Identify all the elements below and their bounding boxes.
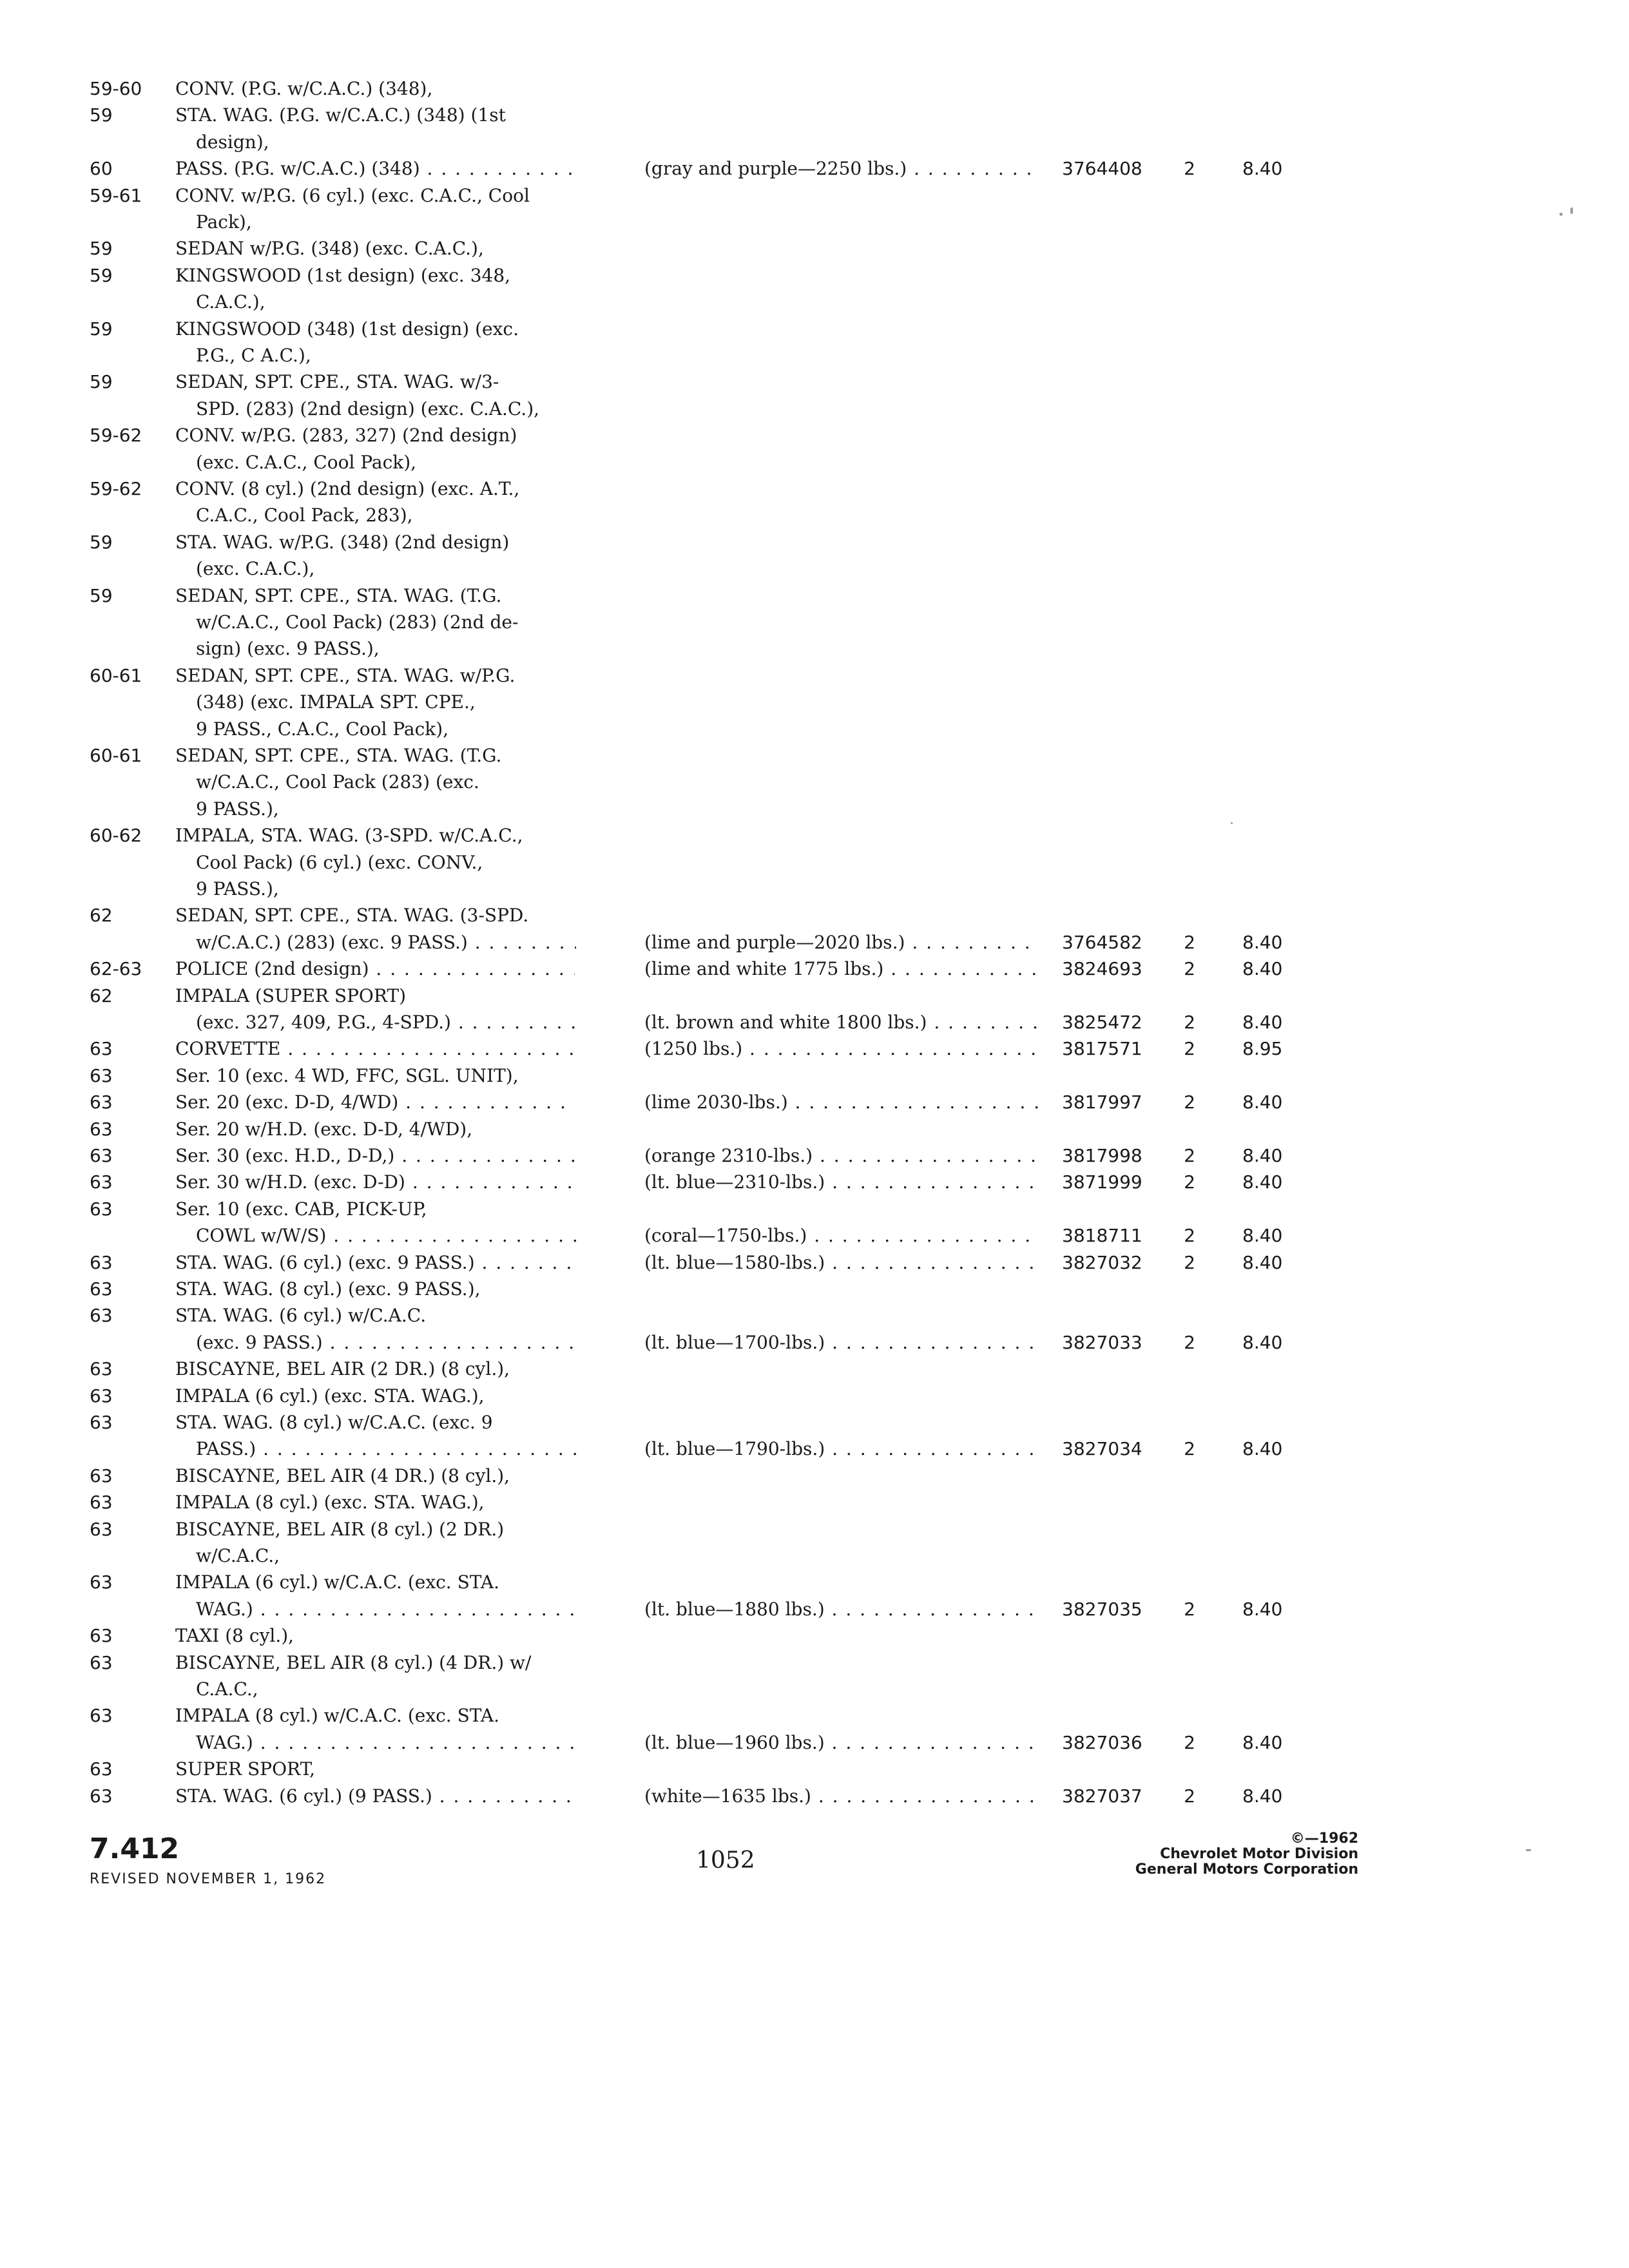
price: 8.40: [1242, 1091, 1283, 1113]
catalog-row: [0, 983, 1629, 1012]
model-description: KINGSWOOD (1st design) (exc. 348,: [175, 265, 511, 286]
model-description: SEDAN w/P.G. (348) (exc. C.A.C.),: [175, 238, 484, 259]
catalog-row: [0, 102, 1629, 131]
part-number: 3824693: [1062, 958, 1142, 979]
catalog-row: [0, 1196, 1629, 1225]
model-description: IMPALA (6 cyl.) (exc. STA. WAG.),: [175, 1385, 485, 1407]
price: 8.40: [1242, 1225, 1283, 1246]
model-description: Cool Pack) (6 cyl.) (exc. CONV.,: [196, 852, 483, 873]
model-description: CONV. w/P.G. (6 cyl.) (exc. C.A.C., Cool: [175, 185, 530, 206]
model-year: 59: [90, 238, 113, 259]
catalog-row: [0, 1117, 1629, 1145]
catalog-row: [0, 956, 1629, 985]
scan-speck: [1559, 213, 1563, 216]
model-description: 9 PASS.),: [196, 798, 279, 820]
model-year: 63: [90, 1465, 113, 1486]
part-number: 3827033: [1062, 1332, 1142, 1353]
model-year: 59-62: [90, 478, 142, 499]
division-name: Chevrolet Motor Division: [1160, 1846, 1358, 1862]
quantity: 2: [1184, 1091, 1195, 1113]
catalog-row: [0, 1703, 1629, 1731]
catalog-row: [0, 1143, 1629, 1171]
model-description: PASS.) . . .: [196, 1436, 576, 1462]
model-year: 63: [90, 1358, 113, 1379]
model-description: Ser. 10 (exc. CAB, PICK-UP,: [175, 1198, 427, 1220]
model-description: IMPALA (SUPER SPORT): [175, 985, 407, 1006]
quantity: 2: [1184, 1252, 1195, 1273]
catalog-row: [0, 1463, 1629, 1492]
catalog-row: [0, 1063, 1629, 1091]
catalog-row: [0, 450, 1629, 478]
catalog-row: [0, 343, 1629, 371]
catalog-row: [0, 316, 1629, 345]
model-description: STA. WAG. (P.G. w/C.A.C.) (348) (1st: [175, 104, 506, 126]
catalog-row: [0, 1517, 1629, 1545]
quantity: 2: [1184, 1171, 1195, 1193]
model-year: 63: [90, 1705, 113, 1726]
model-year: 63: [90, 1652, 113, 1673]
model-description: Ser. 20 w/H.D. (exc. D-D, 4/WD),: [175, 1119, 473, 1140]
catalog-row: [0, 1383, 1629, 1412]
spring-spec: (lt. brown and white 1800 lbs.) . . .: [644, 1010, 1039, 1035]
model-year: 60-61: [90, 665, 142, 686]
spring-spec: (lt. blue—1960 lbs.) . . .: [644, 1730, 1039, 1756]
price: 8.40: [1242, 1438, 1283, 1459]
model-description: (exc. C.A.C., Cool Pack),: [196, 452, 417, 473]
quantity: 2: [1184, 1785, 1195, 1807]
model-year: 59: [90, 371, 113, 392]
catalog-row: [0, 1597, 1629, 1625]
catalog-row: [0, 689, 1629, 718]
model-year: 59: [90, 265, 113, 286]
catalog-row: [0, 583, 1629, 611]
model-description: C.A.C., Cool Pack, 283),: [196, 505, 413, 526]
spring-spec: (lime and white 1775 lbs.) . . .: [644, 956, 1039, 982]
model-description: C.A.C.,: [196, 1678, 258, 1700]
catalog-row: [0, 423, 1629, 451]
model-year: 63: [90, 1278, 113, 1300]
catalog-row: [0, 743, 1629, 771]
catalog-row: [0, 769, 1629, 798]
model-year: 62: [90, 985, 113, 1006]
model-description: STA. WAG. (8 cyl.) w/C.A.C. (exc. 9: [175, 1412, 493, 1433]
price: 8.40: [1242, 158, 1283, 179]
price: 8.40: [1242, 1145, 1283, 1166]
catalog-row: [0, 503, 1629, 531]
spring-spec: (lt. blue—1880 lbs.) . . .: [644, 1597, 1039, 1622]
quantity: 2: [1184, 932, 1195, 953]
catalog-row: [0, 1543, 1629, 1571]
catalog-row: [0, 476, 1629, 505]
spring-spec: (lt. blue—1790-lbs.) . . .: [644, 1436, 1039, 1462]
model-description: WAG.) . . .: [196, 1730, 576, 1756]
model-description: Ser. 30 w/H.D. (exc. D-D) . . .: [175, 1169, 575, 1195]
catalog-row: [0, 209, 1629, 238]
model-description: SEDAN, SPT. CPE., STA. WAG. w/P.G.: [175, 665, 516, 686]
catalog-row: [0, 796, 1629, 825]
price: 8.40: [1242, 932, 1283, 953]
part-number: 3827036: [1062, 1732, 1142, 1753]
quantity: 2: [1184, 958, 1195, 979]
quantity: 2: [1184, 1599, 1195, 1620]
price: 8.40: [1242, 1599, 1283, 1620]
model-year: 59: [90, 318, 113, 340]
model-year: 60-62: [90, 825, 142, 846]
model-year: 60-61: [90, 745, 142, 766]
model-year: 59: [90, 532, 113, 553]
model-description: (348) (exc. IMPALA SPT. CPE.,: [196, 691, 476, 713]
catalog-row: [0, 716, 1629, 745]
model-description: SPD. (283) (2nd design) (exc. C.A.C.),: [196, 398, 540, 419]
scan-speck: [1231, 822, 1233, 824]
model-year: 59-62: [90, 425, 142, 446]
model-year: 59-60: [90, 78, 142, 99]
catalog-row: [0, 130, 1629, 158]
catalog-row: [0, 1756, 1629, 1785]
price: 8.95: [1242, 1038, 1283, 1059]
model-description: BISCAYNE, BEL AIR (2 DR.) (8 cyl.),: [175, 1358, 510, 1379]
catalog-row: [0, 396, 1629, 425]
quantity: 2: [1184, 1012, 1195, 1033]
model-description: SEDAN, SPT. CPE., STA. WAG. (3-SPD.: [175, 905, 529, 926]
spring-spec: (lime and purple—2020 lbs.) . . .: [644, 930, 1039, 956]
price: 8.40: [1242, 958, 1283, 979]
catalog-row: [0, 556, 1629, 584]
catalog-row: [0, 1410, 1629, 1438]
part-number: 3764582: [1062, 932, 1142, 953]
model-year: 63: [90, 1145, 113, 1166]
model-description: Ser. 30 (exc. H.D., D-D,) . . .: [175, 1143, 575, 1169]
spring-spec: (white—1635 lbs.) . . .: [644, 1783, 1039, 1809]
catalog-row: [0, 1677, 1629, 1705]
model-year: 63: [90, 1785, 113, 1807]
spring-spec: (1250 lbs.) . . .: [644, 1036, 1039, 1062]
part-number: 3818711: [1062, 1225, 1142, 1246]
scan-speck: [1570, 207, 1573, 214]
catalog-row: [0, 183, 1629, 211]
model-description: BISCAYNE, BEL AIR (8 cyl.) (4 DR.) w/: [175, 1652, 532, 1673]
model-description: COWL w/W/S) . . .: [196, 1223, 576, 1249]
copyright-year: ©—1962: [1290, 1831, 1358, 1847]
catalog-row: [0, 263, 1629, 291]
catalog-row: [0, 1436, 1629, 1465]
catalog-row: [0, 289, 1629, 318]
model-year: 59: [90, 585, 113, 606]
copyright-block: [1083, 1831, 1358, 1878]
model-description: IMPALA, STA. WAG. (3-SPD. w/C.A.C.,: [175, 825, 523, 846]
quantity: 2: [1184, 1332, 1195, 1353]
model-description: 9 PASS., C.A.C., Cool Pack),: [196, 718, 449, 740]
quantity: 2: [1184, 1038, 1195, 1059]
model-description: SUPER SPORT,: [175, 1758, 316, 1780]
model-description: POLICE (2nd design) . . .: [175, 956, 575, 982]
model-description: TAXI (8 cyl.),: [175, 1625, 294, 1646]
page-number: 1052: [696, 1847, 755, 1874]
revision-date: REVISED NOVEMBER 1, 1962: [90, 1871, 327, 1887]
catalog-row: [0, 1303, 1629, 1331]
corporation-name: General Motors Corporation: [1135, 1861, 1358, 1878]
model-description: SEDAN, SPT. CPE., STA. WAG. w/3-: [175, 371, 499, 392]
model-year: 63: [90, 1492, 113, 1513]
catalog-row: [0, 876, 1629, 905]
model-year: 63: [90, 1198, 113, 1220]
catalog-row: [0, 1356, 1629, 1385]
spring-spec: (lt. blue—2310-lbs.) . . .: [644, 1169, 1039, 1195]
model-year: 63: [90, 1385, 113, 1407]
spring-spec: (lime 2030-lbs.) . . .: [644, 1090, 1039, 1115]
catalog-row: [0, 1223, 1629, 1251]
catalog-row: [0, 930, 1629, 958]
catalog-row: [0, 1250, 1629, 1278]
catalog-row: [0, 850, 1629, 878]
model-description: design),: [196, 131, 269, 153]
model-description: w/C.A.C.,: [196, 1545, 280, 1566]
catalog-row: [0, 1623, 1629, 1651]
model-description: BISCAYNE, BEL AIR (8 cyl.) (2 DR.): [175, 1519, 505, 1540]
spring-spec: (orange 2310-lbs.) . . .: [644, 1143, 1039, 1169]
catalog-row: [0, 369, 1629, 398]
model-year: 63: [90, 1519, 113, 1540]
model-description: CONV. (P.G. w/C.A.C.) (348),: [175, 78, 433, 99]
price: 8.40: [1242, 1785, 1283, 1807]
page-code: 7.412: [90, 1832, 180, 1865]
catalog-row: [0, 1036, 1629, 1064]
model-description: PASS. (P.G. w/C.A.C.) (348) . . .: [175, 156, 575, 182]
quantity: 2: [1184, 1145, 1195, 1166]
part-number: 3827032: [1062, 1252, 1142, 1273]
part-number: 3817997: [1062, 1091, 1142, 1113]
catalog-row: [0, 1650, 1629, 1678]
part-number: 3817571: [1062, 1038, 1142, 1059]
part-number: 3764408: [1062, 158, 1142, 179]
model-description: Ser. 10 (exc. 4 WD, FFC, SGL. UNIT),: [175, 1065, 519, 1086]
part-number: 3871999: [1062, 1171, 1142, 1193]
catalog-row: [0, 1490, 1629, 1518]
part-number: 3817998: [1062, 1145, 1142, 1166]
catalog-row: [0, 823, 1629, 851]
model-description: (exc. 327, 409, P.G., 4-SPD.) . . .: [196, 1010, 576, 1035]
catalog-row: [0, 636, 1629, 664]
scan-speck: [1526, 1849, 1531, 1851]
model-description: CONV. w/P.G. (283, 327) (2nd design): [175, 425, 517, 446]
spring-spec: (lt. blue—1580-lbs.) . . .: [644, 1250, 1039, 1276]
model-description: STA. WAG. (6 cyl.) (9 PASS.) . . .: [175, 1783, 575, 1809]
model-description: SEDAN, SPT. CPE., STA. WAG. (T.G.: [175, 585, 502, 606]
model-description: sign) (exc. 9 PASS.),: [196, 638, 380, 659]
model-description: IMPALA (8 cyl.) (exc. STA. WAG.),: [175, 1492, 485, 1513]
catalog-row: [0, 1330, 1629, 1358]
model-description: Pack),: [196, 211, 252, 233]
catalog-row: [0, 1783, 1629, 1812]
price: 8.40: [1242, 1012, 1283, 1033]
price: 8.40: [1242, 1332, 1283, 1353]
model-description: IMPALA (8 cyl.) w/C.A.C. (exc. STA.: [175, 1705, 500, 1726]
model-description: C.A.C.),: [196, 291, 265, 312]
model-description: w/C.A.C.) (283) (exc. 9 PASS.) . . .: [196, 930, 576, 956]
catalog-row: [0, 156, 1629, 184]
model-description: 9 PASS.),: [196, 878, 279, 899]
catalog-row: [0, 1169, 1629, 1198]
price: 8.40: [1242, 1252, 1283, 1273]
model-description: P.G., C A.C.),: [196, 345, 311, 366]
model-description: (exc. C.A.C.),: [196, 558, 315, 579]
model-year: 59-61: [90, 185, 142, 206]
spring-spec: (coral—1750-lbs.) . . .: [644, 1223, 1039, 1249]
catalog-row: [0, 1010, 1629, 1038]
quantity: 2: [1184, 1438, 1195, 1459]
model-year: 59: [90, 104, 113, 126]
model-description: WAG.) . . .: [196, 1597, 576, 1622]
model-description: STA. WAG. (8 cyl.) (exc. 9 PASS.),: [175, 1278, 481, 1300]
model-year: 63: [90, 1038, 113, 1059]
catalog-row: [0, 903, 1629, 931]
model-year: 60: [90, 158, 113, 179]
model-description: (exc. 9 PASS.) . . .: [196, 1330, 576, 1356]
model-description: IMPALA (6 cyl.) w/C.A.C. (exc. STA.: [175, 1571, 500, 1593]
model-description: CORVETTE . . .: [175, 1036, 575, 1062]
model-description: STA. WAG. (6 cyl.) (exc. 9 PASS.) . . .: [175, 1250, 575, 1276]
catalog-row: [0, 530, 1629, 558]
model-description: CONV. (8 cyl.) (2nd design) (exc. A.T.,: [175, 478, 520, 499]
price: 8.40: [1242, 1171, 1283, 1193]
model-year: 63: [90, 1412, 113, 1433]
price: 8.40: [1242, 1732, 1283, 1753]
model-description: SEDAN, SPT. CPE., STA. WAG. (T.G.: [175, 745, 502, 766]
model-year: 63: [90, 1571, 113, 1593]
catalog-row: [0, 1276, 1629, 1305]
quantity: 2: [1184, 1732, 1195, 1753]
part-number: 3825472: [1062, 1012, 1142, 1033]
model-year: 63: [90, 1065, 113, 1086]
model-year: 63: [90, 1252, 113, 1273]
quantity: 2: [1184, 158, 1195, 179]
model-description: KINGSWOOD (348) (1st design) (exc.: [175, 318, 519, 340]
model-year: 63: [90, 1171, 113, 1193]
model-year: 62: [90, 905, 113, 926]
catalog-row: [0, 1570, 1629, 1598]
model-description: Ser. 20 (exc. D-D, 4/WD) . . .: [175, 1090, 575, 1115]
model-description: w/C.A.C., Cool Pack (283) (exc.: [196, 771, 479, 793]
catalog-row: [0, 663, 1629, 691]
part-number: 3827034: [1062, 1438, 1142, 1459]
quantity: 2: [1184, 1225, 1195, 1246]
model-description: STA. WAG. w/P.G. (348) (2nd design): [175, 532, 510, 553]
spring-spec: (gray and purple—2250 lbs.) . . .: [644, 156, 1039, 182]
spring-spec: (lt. blue—1700-lbs.) . . .: [644, 1330, 1039, 1356]
model-year: 63: [90, 1758, 113, 1780]
model-description: w/C.A.C., Cool Pack) (283) (2nd de-: [196, 611, 519, 633]
catalog-row: [0, 610, 1629, 638]
model-year: 63: [90, 1305, 113, 1326]
model-year: 63: [90, 1091, 113, 1113]
model-year: 62-63: [90, 958, 142, 979]
part-number: 3827035: [1062, 1599, 1142, 1620]
catalog-row: [0, 76, 1629, 104]
part-number: 3827037: [1062, 1785, 1142, 1807]
catalog-row: [0, 1090, 1629, 1118]
catalog-row: [0, 236, 1629, 264]
model-description: STA. WAG. (6 cyl.) w/C.A.C.: [175, 1305, 427, 1326]
model-year: 63: [90, 1625, 113, 1646]
model-year: 63: [90, 1119, 113, 1140]
model-description: BISCAYNE, BEL AIR (4 DR.) (8 cyl.),: [175, 1465, 510, 1486]
catalog-row: [0, 1730, 1629, 1758]
